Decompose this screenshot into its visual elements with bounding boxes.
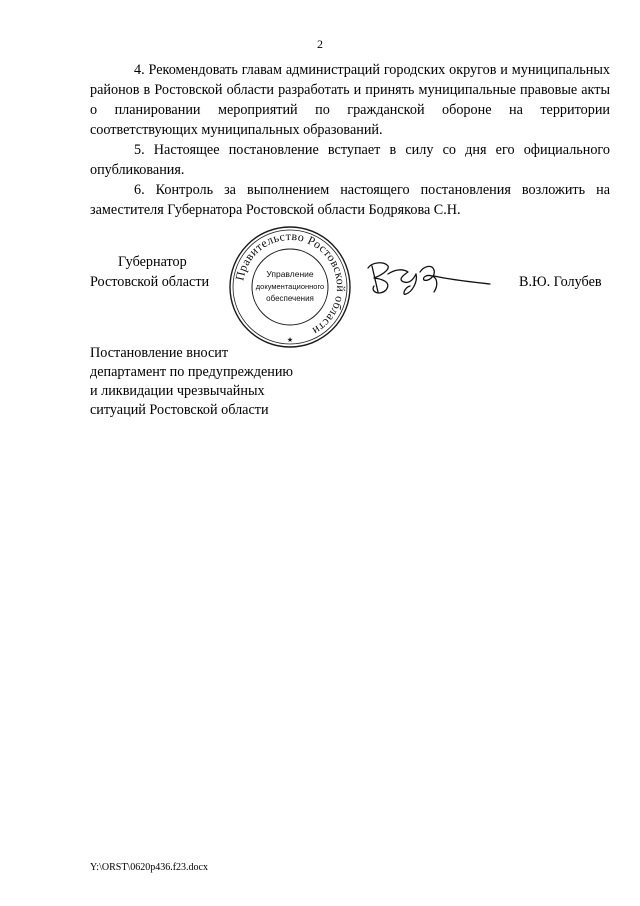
paragraph-5: 5. Настоящее постановление вступает в силу со дня его официального опубликования.	[90, 142, 610, 178]
submitter-line4: ситуаций Ростовской области	[90, 402, 269, 418]
seal-star-icon: ★	[286, 336, 294, 344]
submitter-line1: Постановление вносит	[90, 345, 229, 361]
file-path-footer: Y:\ORST\0620p436.f23.docx	[90, 862, 208, 873]
handwritten-signature	[362, 252, 498, 302]
signatory-title	[90, 252, 230, 292]
seal-inner-line3: обеспечения	[266, 294, 314, 303]
seal-inner-line2: документационного	[255, 282, 325, 291]
seal-ring-text: Правительство Ростовской области	[232, 228, 349, 339]
page-number: 2	[317, 37, 323, 51]
submitter-line3: и ликвидации чрезвычайных	[90, 383, 265, 399]
signatory-title-line2: Ростовской области	[90, 274, 210, 290]
document-body	[90, 60, 610, 220]
signatory-title-line1: Губернатор	[118, 254, 187, 270]
paragraph-4: 4. Рекомендовать главам администраций городских округов и муниципальных районов в Ростовской области разработать и принять муниципальные правовые акты о планировании мероприятий по гражданской обороне на территории соответствующих муниципальных образований.	[90, 62, 610, 138]
submitter-line2: департамент по предупреждению	[90, 364, 294, 380]
signatory-name: В.Ю. Голубев	[519, 274, 602, 290]
submitter-note	[90, 344, 330, 420]
official-seal	[228, 225, 352, 349]
paragraph-6: 6. Контроль за выполнением настоящего постановления возложить на заместителя Губернатора Ростовской области Бодрякова С.Н.	[90, 182, 610, 218]
seal-inner-line1: Управление	[266, 269, 314, 279]
